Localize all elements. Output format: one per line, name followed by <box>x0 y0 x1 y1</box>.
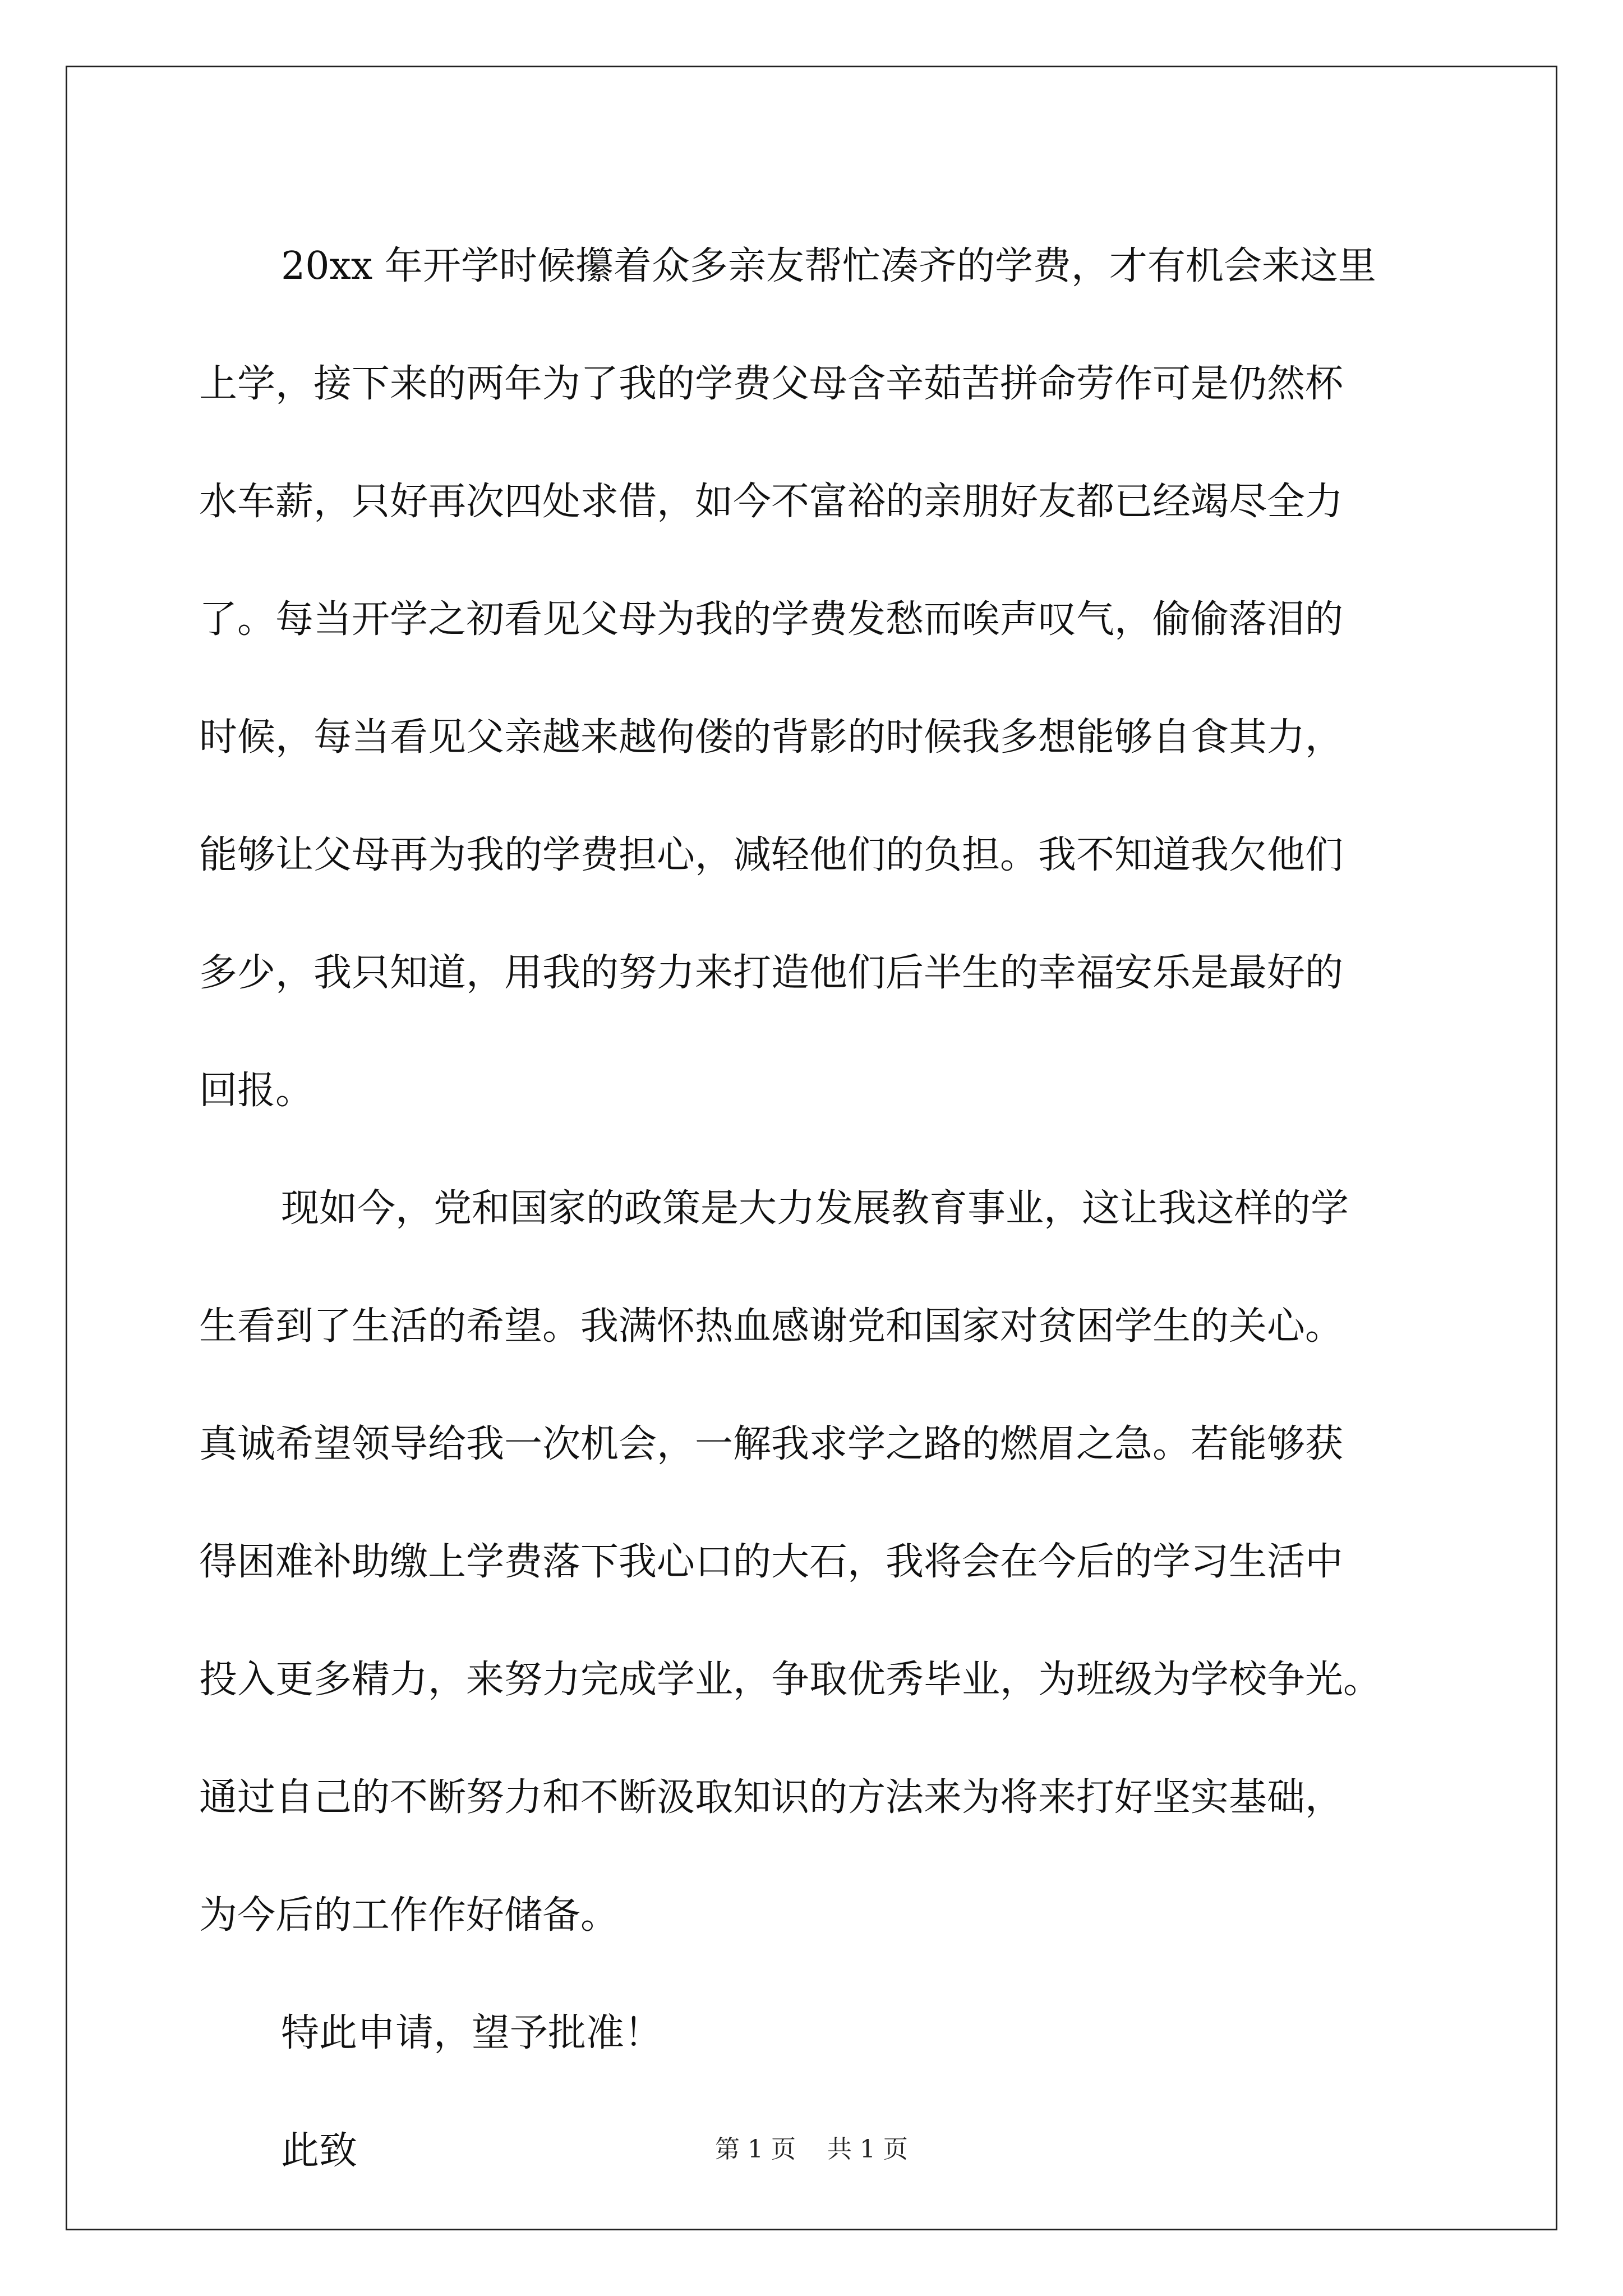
text-line: 真诚希望领导给我一次机会，一解我求学之路的燃眉之急。若能够获 <box>199 1422 1344 1466</box>
text-line: 生看到了生活的希望。我满怀热血感谢党和国家对贫困学生的关心。 <box>199 1304 1344 1349</box>
paragraph-1 <box>199 208 1489 1150</box>
page-number-footer: 第 1 页 共 1 页 <box>715 2135 908 2164</box>
document-body <box>199 208 1489 2210</box>
text-line: 多少，我只知道，用我的努力来打造他们后半生的幸福安乐是最好的 <box>199 951 1344 995</box>
text-line: 时候，每当看见父亲越来越佝偻的背影的时候我多想能够自食其力， <box>199 715 1344 760</box>
text-line: 此致 <box>281 2129 358 2173</box>
text-line: 投入更多精力，来努力完成学业，争取优秀毕业，为班级为学校争光。 <box>199 1658 1382 1702</box>
text-line: 20xx 年开学时候攥着众多亲友帮忙凑齐的学费，才有机会来这里 <box>281 244 1376 288</box>
text-line: 现如今，党和国家的政策是大力发展教育事业，这让我这样的学 <box>281 1186 1349 1231</box>
text-line: 特此申请，望予批准！ <box>281 2011 663 2055</box>
paragraph-request <box>199 1975 1489 2092</box>
text-line: 水车薪，只好再次四处求借，如今不富裕的亲朋好友都已经竭尽全力 <box>199 480 1344 524</box>
text-line: 通过自己的不断努力和不断汲取知识的方法来为将来打好坚实基础， <box>199 1775 1344 1820</box>
text-line: 能够让父母再为我的学费担心，减轻他们的负担。我不知道我欠他们 <box>199 833 1344 877</box>
paragraph-2 <box>199 1150 1489 1975</box>
text-line: 上学，接下来的两年为了我的学费父母含辛茹苦拼命劳作可是仍然杯 <box>199 362 1344 406</box>
text-line: 了。每当开学之初看见父母为我的学费发愁而唉声叹气，偷偷落泪的 <box>199 597 1344 642</box>
text-line: 为今后的工作作好储备。 <box>199 1893 619 1938</box>
text-line: 得困难补助缴上学费落下我心口的大石，我将会在今后的学习生活中 <box>199 1540 1344 1584</box>
text-line: 回报。 <box>199 1069 314 1113</box>
